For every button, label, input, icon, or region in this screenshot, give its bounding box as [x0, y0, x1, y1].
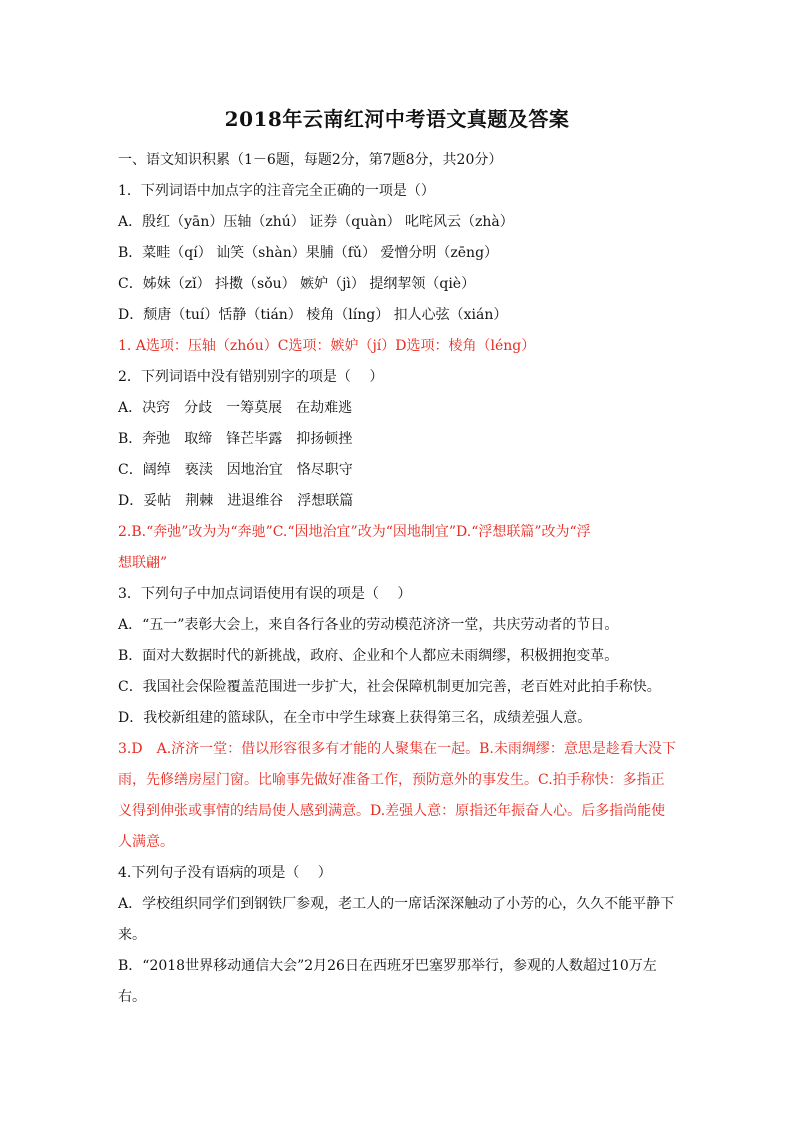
- document-title: 2018年云南红河中考语文真题及答案: [224, 107, 570, 131]
- text-line: C．姊妹（zǐ） 抖擞（sǒu） 嫉妒（jì） 提纲挈领（qiè）: [118, 276, 476, 292]
- text-line: C．阔绰 亵渎 因地治宜 恪尽职守: [118, 462, 353, 478]
- text-line: 2．下列词语中没有错别别字的项是（ ）: [118, 369, 384, 385]
- text-line: 4.下列句子没有语病的项是（ ）: [118, 865, 332, 881]
- text-line: A．殷红（yān）压轴（zhú） 证券（quàn） 叱咤风云（zhà）: [118, 214, 514, 230]
- answer-line: 义得到伸张或事情的结局使人感到满意。D.差强人意：原指还年振奋人心。后多指尚能使: [118, 803, 666, 819]
- answer-line: 想联翩”: [118, 555, 168, 571]
- text-line: D．妥帖 荆棘 进退维谷 浮想联篇: [118, 493, 354, 509]
- text-line: B．菜畦（qí） 讪笑（shàn）果脯（fǔ） 爱憎分明（zēng）: [118, 245, 499, 261]
- text-line: B．奔弛 取缔 锋芒毕露 抑扬顿挫: [118, 431, 353, 447]
- text-line: 3．下列句子中加点词语使用有误的项是（ ）: [118, 586, 412, 602]
- text-line: C．我国社会保险覆盖范围进一步扩大，社会保障机制更加完善，老百姓对此拍手称快。: [118, 679, 661, 695]
- answer-line: 2.B.“奔弛”改为为“奔驰”C.“因地治宜”改为“因地制宜”D.“浮想联篇”改为“浮: [118, 524, 591, 540]
- text-line: 来。: [118, 927, 146, 943]
- text-line: A．“五一”表彰大会上，来自各行各业的劳动模范济济一堂，共庆劳动者的节日。: [118, 617, 619, 633]
- text-line: 1．下列词语中加点字的注音完全正确的一项是（）: [118, 183, 435, 199]
- text-line: D．颓唐（tuí）恬静（tián） 棱角（líng） 扣人心弦（xián）: [118, 307, 508, 323]
- document-body: [118, 145, 678, 1013]
- answer-line: 3.D A.济济一堂：借以形容很多有才能的人聚集在一起。B.未雨绸缪：意思是趁看大没下: [118, 741, 676, 757]
- text-line: D．我校新组建的篮球队，在全市中学生球赛上获得第三名，成绩差强人意。: [118, 710, 592, 726]
- text-line: 右。: [118, 989, 146, 1005]
- answer-line: 1. A选项：压轴（zhóu）C选项：嫉妒（jí）D选项：棱角（léng）: [118, 338, 536, 354]
- answer-line: 雨，先修缮房屋门窗。比喻事先做好准备工作，预防意外的事发生。C.拍手称快：多指正: [118, 772, 665, 788]
- text-line: A．学校组织同学们到钢铁厂参观，老工人的一席话深深触动了小芳的心，久久不能平静下: [118, 896, 675, 912]
- text-line: B．面对大数据时代的新挑战，政府、企业和个人都应未雨绸缪，积极拥抱变革。: [118, 648, 619, 664]
- text-line: A．决窍 分歧 一筹莫展 在劫难逃: [118, 400, 353, 416]
- text-line: 一、语文知识积累（1－6题，每题2分，第7题8分，共20分）: [118, 152, 503, 168]
- answer-line: 人满意。: [118, 834, 174, 850]
- text-line: B．“2018世界移动通信大会”2月26日在西班牙巴塞罗那举行，参观的人数超过10万左: [118, 958, 657, 974]
